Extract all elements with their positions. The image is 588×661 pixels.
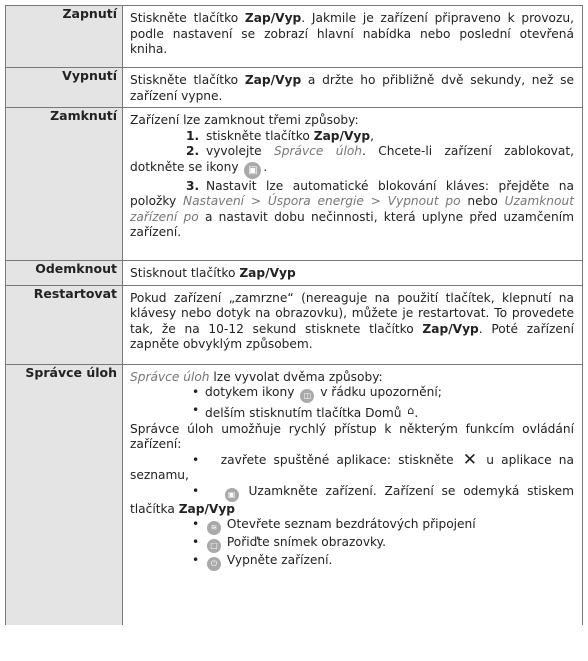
row-description-task-manager	[123, 364, 583, 625]
row-power-off	[6, 68, 583, 108]
row-label-task-manager: Správce úloh	[6, 364, 123, 625]
task-bullet-7: • ⏻ Vypněte zařízení.	[130, 553, 574, 571]
row-description-power-on: Stiskněte tlačítko Zap/Vyp. Jakmile je zařízení připraveno k provozu, podle nastavení se zobrazí hlavní nabídka nebo poslední otevřená kniha.	[123, 6, 583, 68]
row-label-lock: Zamknutí	[6, 108, 123, 261]
row-lock	[6, 108, 583, 261]
row-description-restart: Pokud zařízení „zamrzne“ (nereaguje na použití tlačítek, klepnutí na klávesy nebo dotyk na obrazovku), můžete je restartovat. To provedete tak, že na 10-12 sekund stisknete tlačítko Zap/Vyp. Poté zařízení zapněte obvyklým způsobem.	[123, 285, 583, 364]
power-icon: ⏻	[207, 557, 221, 571]
task-bullet-1: • dotykem ikony ◫ v řádku upozornění;	[130, 385, 574, 403]
close-x-icon: ✕	[462, 449, 478, 470]
lock-method-1: 1. stiskněte tlačítko Zap/Vyp,	[186, 128, 374, 143]
lock-icon: ▣	[225, 488, 239, 502]
lock-intro: Zařízení lze zamknout třemi způsoby:	[130, 113, 359, 127]
row-description-power-off: Stiskněte tlačítko Zap/Vyp a držte ho přibližně dvě sekundy, než se zařízení vypne.	[123, 68, 583, 108]
task-manager-icon: ◫	[300, 389, 314, 403]
wifi-icon: ≋	[207, 521, 221, 535]
task-bullet-5: • ≋ Otevřete seznam bezdrátových připojení	[130, 517, 574, 535]
lock-method-2: 2. vyvolejte Správce úloh. Chcete-li zařízení zablokovat, dotkněte se ikony ▣ .	[130, 144, 574, 179]
task-paragraph: Správce úloh umožňuje rychlý přístup k některým funkcím ovládání zařízení:	[130, 421, 574, 451]
lock-method-3: 3. Nastavit lze automatické blokování kláves: přejděte na položky Nastavení > Úspora energie > Vypnout po nebo Uzamknout zařízení po a nastavit dobu nečinnosti, která uplyne před uzamčením zařízení.	[130, 178, 574, 239]
task-intro: Správce úloh lze vyvolat dvěma způsoby:	[130, 369, 383, 384]
task-bullet-2: • delším stisknutím tlačítka Domů ⌂.	[130, 403, 574, 422]
row-label-unlock: Odemknout	[6, 261, 123, 286]
task-bullet-3: • zavřete spuštěné aplikace: stiskněte ✕ u aplikace na seznamu,	[130, 449, 574, 482]
row-label-power-on: Zapnutí	[6, 6, 123, 68]
task-bullet-6: • □ Pořiďte snímek obrazovky.	[130, 535, 574, 553]
task-bullet-4: • ▣ Uzamkněte zařízení. Zařízení se odemyká stiskem tlačítka Zap/Vyp	[130, 483, 574, 516]
row-power-on	[6, 6, 583, 68]
home-icon: ⌂	[407, 404, 415, 417]
row-label-restart: Restartovat	[6, 285, 123, 364]
row-unlock	[6, 261, 583, 286]
row-description-lock	[123, 108, 583, 261]
row-task-manager	[6, 364, 583, 625]
row-restart	[6, 285, 583, 364]
screenshot-icon: □	[207, 539, 221, 553]
lock-icon: ▣	[244, 162, 261, 179]
row-description-unlock: Stisknout tlačítko Zap/Vyp	[123, 261, 583, 286]
row-label-power-off: Vypnutí	[6, 68, 123, 108]
instructions-table	[5, 5, 583, 625]
